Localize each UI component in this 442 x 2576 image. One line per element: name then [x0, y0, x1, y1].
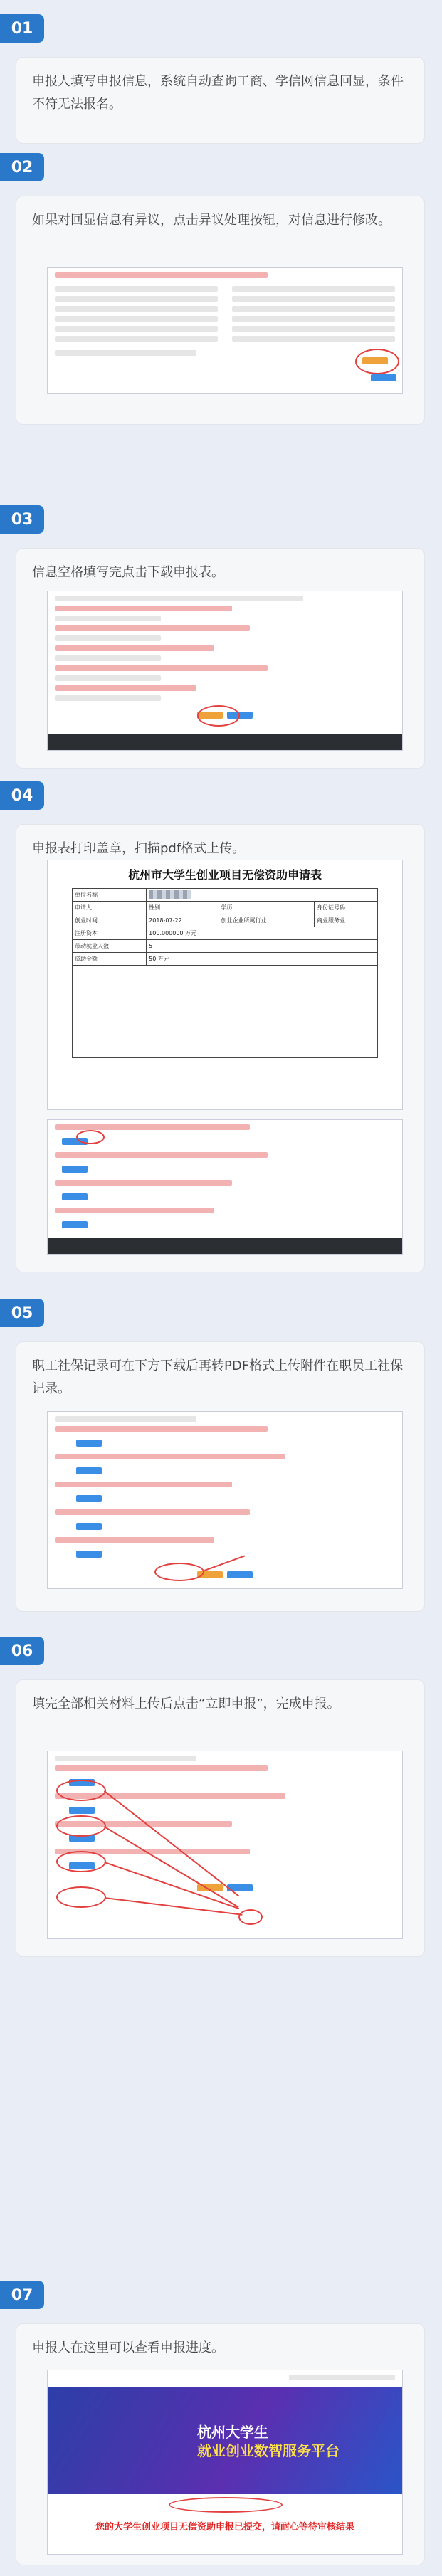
highlight-circle	[169, 2497, 283, 2513]
highlight-circle	[56, 1815, 106, 1837]
step-description: 申报人填写申报信息，系统自动查询工商、学信网信息回显，条件不符无法报名。	[32, 74, 404, 112]
cell: 性别	[147, 902, 219, 914]
step-number: 04	[0, 781, 44, 810]
highlight-circle	[197, 705, 240, 727]
step-number: 01	[0, 14, 44, 43]
footer-bar	[48, 1238, 402, 1254]
platform-banner	[48, 2387, 402, 2494]
cell: 身份证号码	[314, 902, 377, 914]
cell: 资助金额	[73, 953, 147, 966]
cell: 2018-07-22	[147, 914, 219, 927]
cell: 100.000000 万元	[147, 927, 378, 940]
cell: 学历	[219, 902, 314, 914]
cell: 创业时间	[73, 914, 147, 927]
step-number: 05	[0, 1299, 44, 1327]
step-description: 申报人在这里可以查看申报进度。	[32, 2340, 224, 2355]
screenshot-social-security-upload	[47, 1411, 403, 1589]
step-description: 信息空格填写完点击下载申报表。	[32, 565, 224, 580]
arrow	[104, 1826, 239, 1908]
cell: 带动就业人数	[73, 940, 147, 953]
screenshot-submit-application	[47, 1751, 403, 1939]
highlight-circle	[238, 1909, 263, 1925]
upload-button[interactable]	[76, 1440, 102, 1447]
step-description: 填完全部相关材料上传后点击“立即申报”，完成申报。	[32, 1696, 340, 1711]
cell: 商业服务业	[314, 914, 377, 927]
footer-bar	[48, 734, 402, 750]
step-number: 03	[0, 505, 44, 534]
cell: 注册资本	[73, 927, 147, 940]
upload-button[interactable]	[62, 1193, 88, 1200]
upload-button[interactable]	[76, 1495, 102, 1502]
screenshot-progress-page	[47, 2370, 403, 2555]
form-title: 杭州市大学生创业项目无偿资助申请表	[127, 868, 322, 882]
next-button[interactable]	[371, 374, 396, 381]
top-nav	[289, 2375, 395, 2380]
step-card	[16, 57, 425, 144]
cell: 申请人	[73, 902, 147, 914]
cell: 50 万元	[147, 953, 378, 966]
upload-button[interactable]	[69, 1807, 95, 1814]
highlight-circle	[56, 1851, 106, 1872]
screenshot-printed-form	[47, 860, 403, 1110]
banner-title	[197, 2423, 340, 2460]
upload-button[interactable]	[76, 1523, 102, 1530]
banner-title-line2: 就业创业数智服务平台	[197, 2442, 340, 2459]
banner-title-line1: 杭州大学生	[197, 2424, 268, 2441]
form-table	[72, 888, 378, 1058]
step-description: 职工社保记录可在下方下载后再转PDF格式上传附件在职员工社保记录。	[32, 1358, 404, 1396]
upload-button[interactable]	[62, 1221, 88, 1228]
highlight-circle	[355, 349, 399, 374]
step-number: 07	[0, 2281, 44, 2309]
cell: 创业企业所属行业	[219, 914, 314, 927]
highlight-circle	[56, 1780, 106, 1801]
submission-status-text: 您的大学生创业项目无偿资助申报已提交，请耐心等待审核结果	[95, 2522, 354, 2533]
submit-button[interactable]	[227, 1571, 253, 1578]
highlight-circle	[56, 1886, 106, 1908]
step-number: 06	[0, 1637, 44, 1665]
arrow	[105, 1897, 243, 1916]
upload-button[interactable]	[76, 1467, 102, 1474]
screenshot-upload-page	[47, 1119, 403, 1255]
cell: 5	[147, 940, 378, 953]
step-number: 02	[0, 153, 44, 181]
screenshot-basic-info-form	[47, 267, 403, 394]
screenshot-download-form	[47, 591, 403, 751]
upload-button[interactable]	[76, 1551, 102, 1558]
step-description: 申报表打印盖章，扫描pdf格式上传。	[32, 841, 246, 856]
highlight-circle	[154, 1563, 204, 1581]
cell: 单位名称	[73, 889, 147, 902]
upload-button[interactable]	[62, 1166, 88, 1173]
highlight-circle	[76, 1130, 105, 1144]
step-description: 如果对回显信息有异议，点击异议处理按钮，对信息进行修改。	[32, 213, 391, 228]
